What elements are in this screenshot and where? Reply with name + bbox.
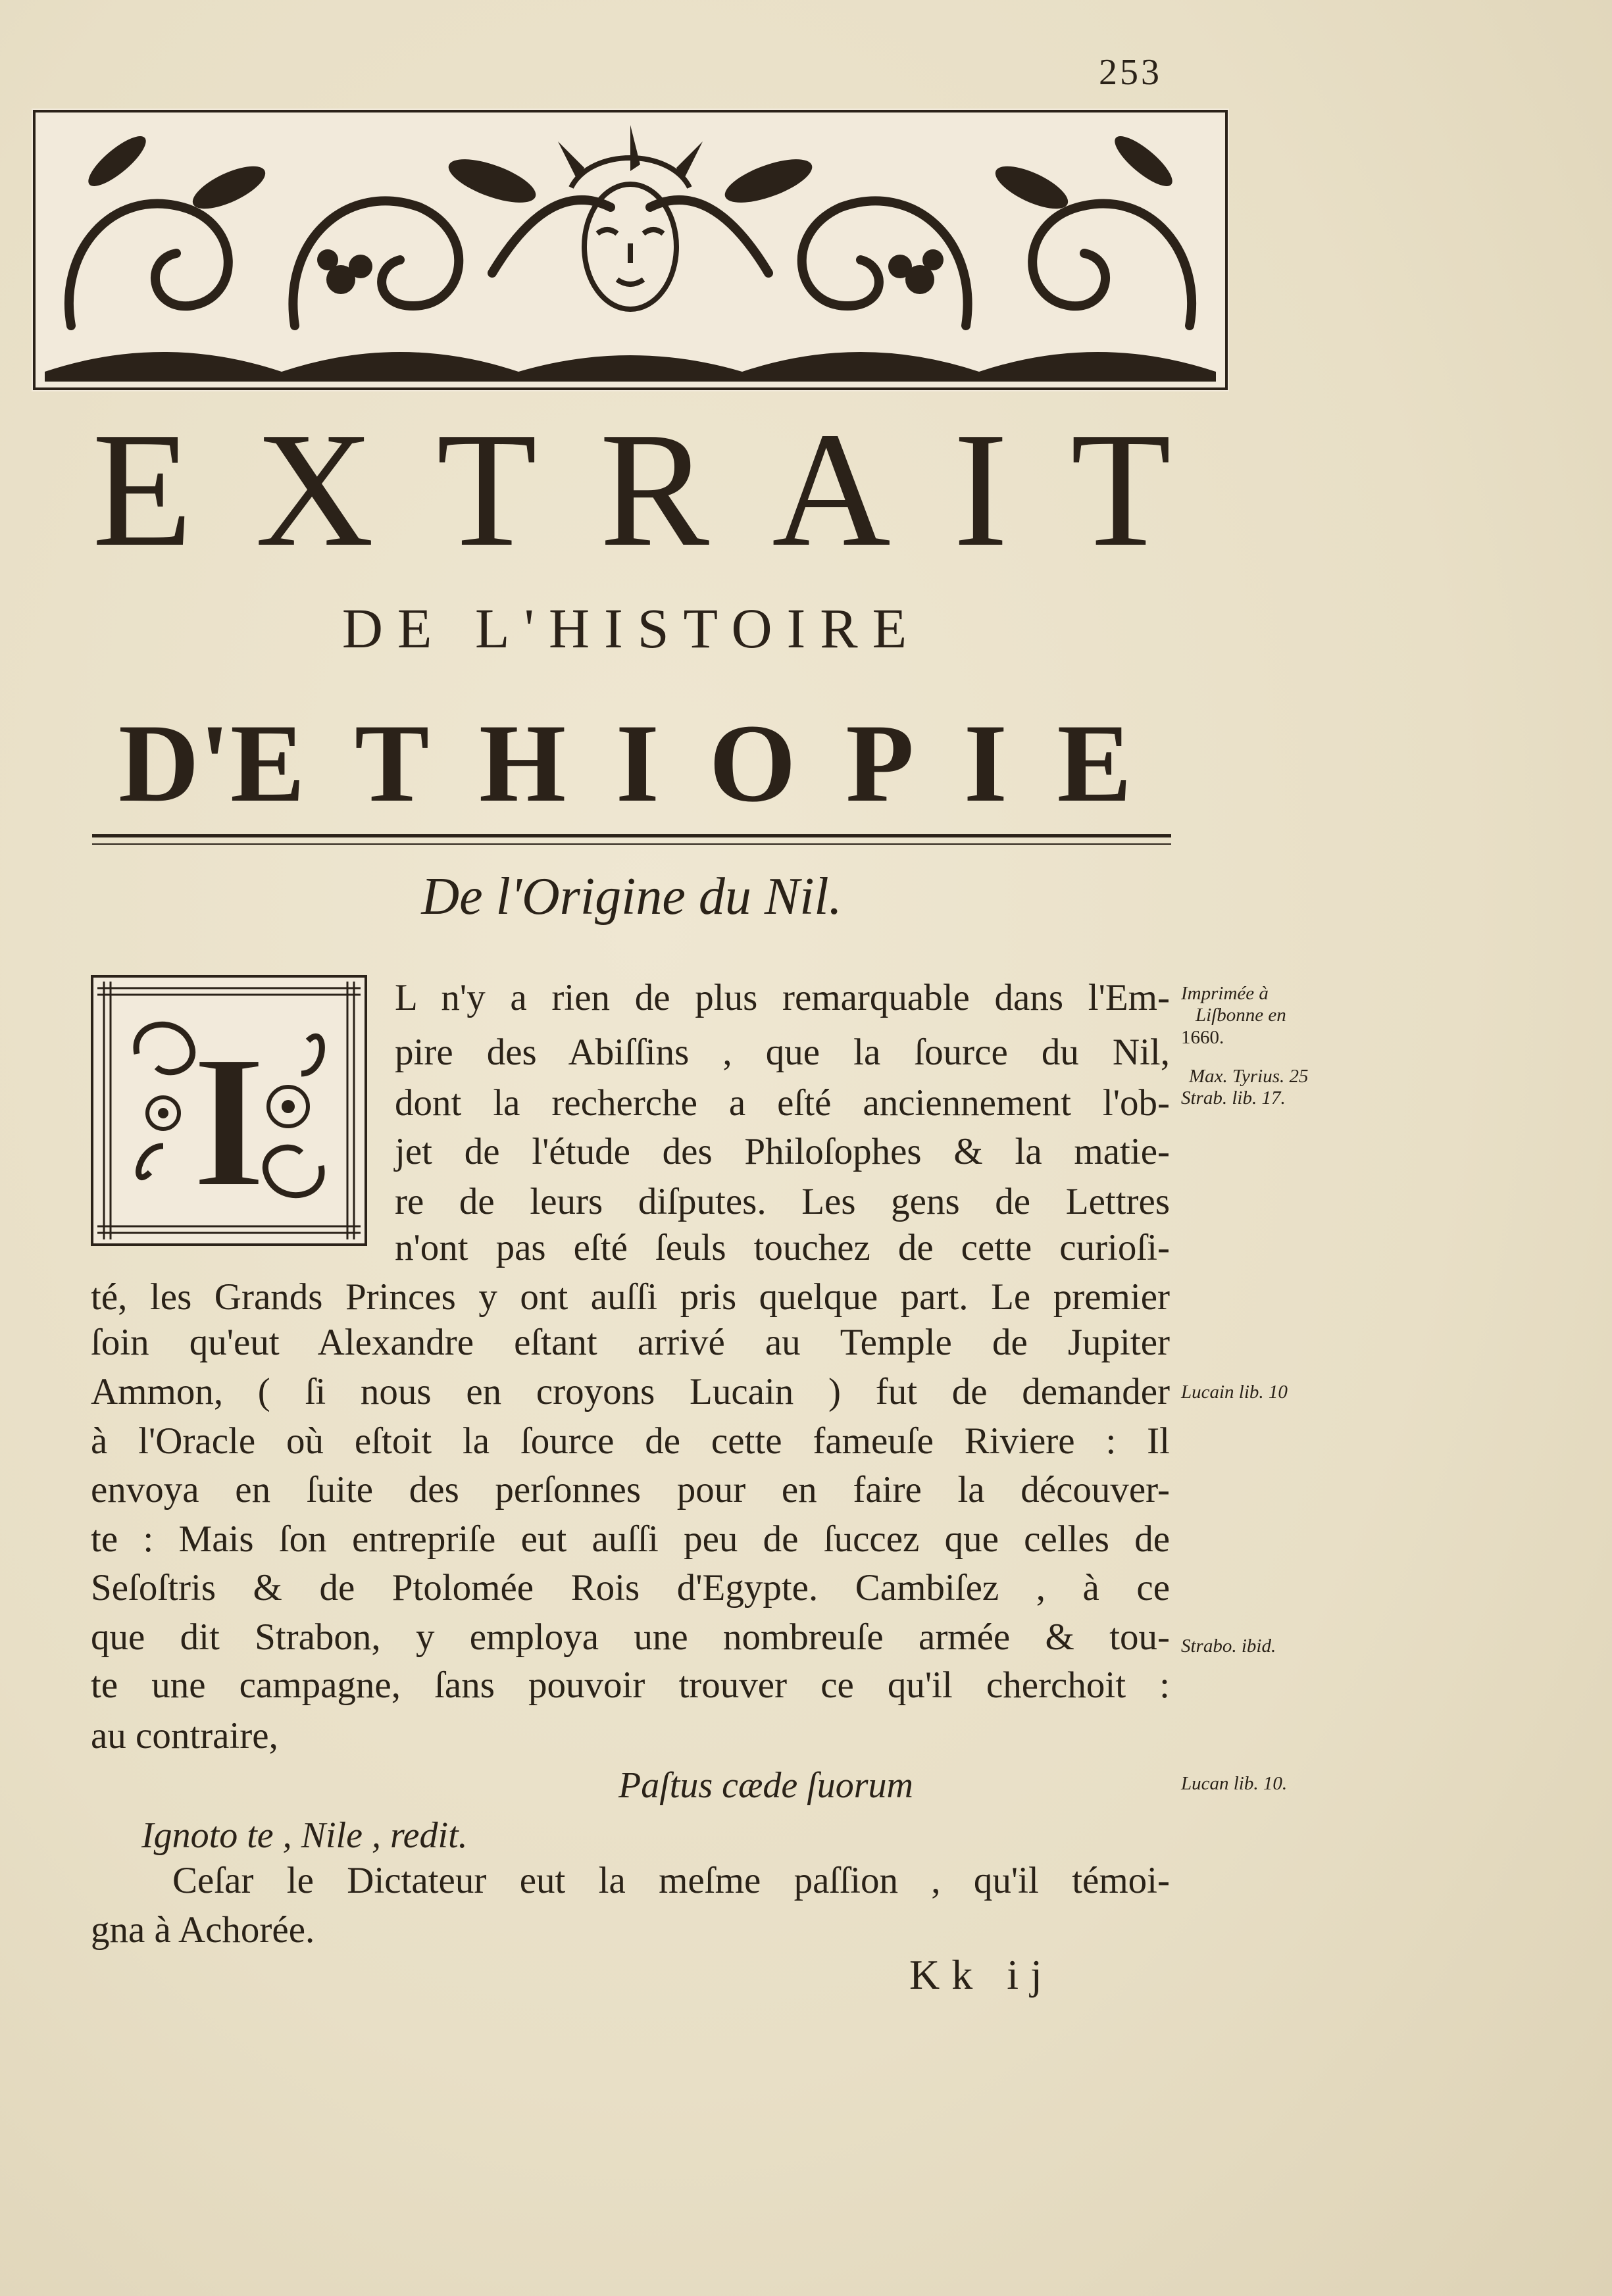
country-letter: I [615, 701, 659, 825]
marginal-note: Lucan lib. 10. [1181, 1773, 1288, 1794]
verse-line: Ignoto te , Nile , redit. [141, 1815, 468, 1856]
country-letter: D'E [118, 701, 305, 825]
verse-line: Paſtus cæde ſuorum [618, 1765, 913, 1806]
body-line: dont la recherche a eſté anciennement l'ob- [395, 1082, 1170, 1124]
title-subtitle: DE L'HISTOIRE [341, 597, 922, 660]
marginal-note [1181, 1066, 1309, 1110]
title-letter: E [92, 399, 193, 581]
body-line: à l'Oracle où eſtoit la ſource de cette fameuſe Riviere : Il [91, 1420, 1170, 1462]
marginal-note-line: Liſbonne en [1196, 1005, 1286, 1026]
title-letter: A [772, 399, 891, 581]
body-line: gna à Achorée. [91, 1909, 315, 1951]
marginal-note-line: Max. Tyrius. 25 [1189, 1066, 1309, 1087]
title-letter: R [599, 399, 710, 581]
marginal-note: Lucain lib. 10 [1181, 1382, 1288, 1403]
country-letter: T [354, 701, 430, 825]
chapter-title: De l'Origine du Nil. [421, 868, 842, 926]
marginal-note-line: Imprimée à [1181, 983, 1269, 1004]
title-letter: I [953, 399, 1009, 581]
country-letter: P [845, 701, 915, 825]
signature-mark: Kk ij [909, 1951, 1054, 1998]
country-letter: O [709, 701, 796, 825]
country-letter: E [1057, 701, 1132, 825]
body-line: que dit Strabon, y employa une nombreuſe armée & tou- [91, 1616, 1170, 1658]
main-title [92, 399, 1171, 581]
body-line: ſoin qu'eut Alexandre eſtant arrivé au Temple de Jupiter [91, 1322, 1170, 1363]
ornamental-dropcap-image [91, 975, 367, 1246]
marginal-note [1181, 983, 1286, 1049]
body-line: jet de l'étude des Philoſophes & la matie- [395, 1131, 1170, 1172]
title-letter: X [255, 399, 374, 581]
dropcap-letter: I [191, 1016, 266, 1227]
title-letter: T [436, 399, 538, 581]
marginal-note-line: 1660. [1181, 1026, 1224, 1048]
body-line: n'ont pas eſté ſeuls touchez de cette curioſi- [395, 1227, 1170, 1268]
title-rule-thick [92, 834, 1171, 837]
body-line: Ammon, ( ſi nous en croyons Lucain ) fut de demander [91, 1371, 1170, 1412]
body-line: re de leurs diſputes. Les gens de Lettres [395, 1181, 1170, 1222]
title-rule-thin [92, 843, 1171, 845]
body-line: envoya en ſuite des perſonnes pour en faire la découver- [91, 1469, 1170, 1510]
page-number: 253 [1099, 52, 1162, 93]
body-line: au contraire, [91, 1715, 278, 1757]
marginal-note-line: Strab. lib. 17. [1181, 1087, 1286, 1109]
body-line: té, les Grands Princes y ont auſſi pris quelque part. Le premier [91, 1276, 1170, 1318]
title-letter: T [1070, 399, 1171, 581]
marginal-note: Strabo. ibid. [1181, 1635, 1276, 1657]
body-line: L n'y a rien de plus remarquable dans l'Em- [395, 977, 1170, 1018]
country-title [118, 701, 1132, 825]
ornamental-headpiece-image [32, 109, 1229, 391]
body-line: pire des Abiſſins , que la ſource du Nil, [395, 1032, 1170, 1073]
country-letter: H [478, 701, 567, 825]
country-letter: I [963, 701, 1007, 825]
body-line: te une campagne, ſans pouvoir trouver ce qu'il cherchoit : [91, 1664, 1170, 1706]
body-line: te : Mais ſon entrepriſe eut auſſi peu de ſuccez que celles de [91, 1518, 1170, 1560]
body-line: Seſoſtris & de Ptolomée Rois d'Egypte. Cambiſez , à ce [91, 1567, 1170, 1609]
body-line: Ceſar le Dictateur eut la meſme paſſion , qu'il témoi- [172, 1860, 1170, 1901]
